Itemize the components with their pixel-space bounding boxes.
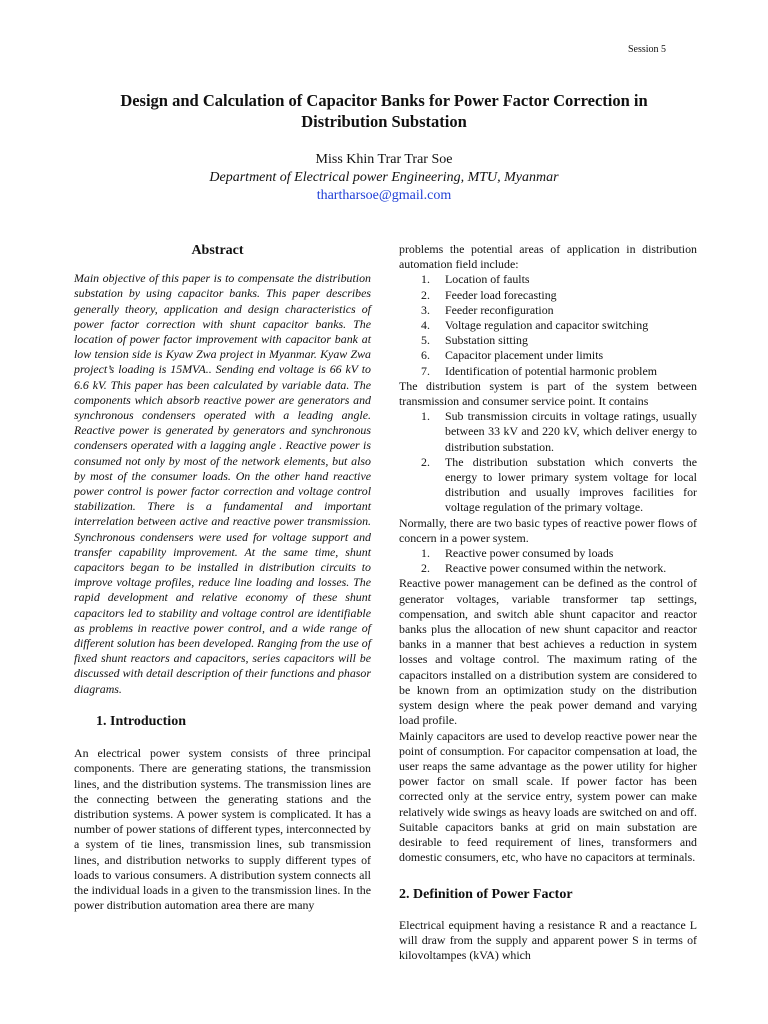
title-line-2: Distribution Substation	[301, 112, 467, 131]
list-text: Reactive power consumed within the network.	[445, 561, 667, 576]
power-factor-definition-text: Electrical equipment having a resistance R and a reactance L will draw from the supply and apparent power S in terms of kilovoltampes (kVA) which	[399, 917, 697, 962]
list-number: 7.	[421, 363, 430, 378]
list-item	[399, 318, 697, 333]
reactive-management-text: Reactive power management can be defined as the control of generator voltages, variable transformer tap settings, compensation, and switch able shunt capacitor and reactor banks plus the allocation of new shunt capacitor and reactor banks in a manner that best achieves a reduction in system losses and voltage control. The maximum rating of the capacitors installed on a distribution system are considered to be known from an optimization study on the distribution system design where the peak power demand and varying load profile.	[399, 576, 697, 728]
power-factor-definition-heading: 2. Definition of Power Factor	[399, 887, 573, 903]
list-item	[399, 303, 697, 318]
list-item	[399, 455, 697, 516]
list-number: 2.	[421, 287, 430, 302]
list-item	[399, 272, 697, 287]
automation-areas-list	[399, 272, 697, 378]
list-number: 6.	[421, 348, 430, 363]
distribution-components-list	[399, 409, 697, 515]
list-text: Capacitor placement under limits	[445, 348, 604, 363]
right-column	[399, 242, 697, 963]
list-text: Identification of potential harmonic problem	[445, 363, 657, 378]
list-number: 2.	[421, 454, 430, 469]
title-line-1: Design and Calculation of Capacitor Banks for Power Factor Correction in	[120, 91, 648, 110]
author-email-link[interactable]: thartharsoe@gmail.com	[316, 188, 452, 203]
paper-title	[0, 90, 768, 132]
reactive-flows-text: Normally, there are two basic types of reactive power flows of concern in a power system.	[399, 515, 697, 545]
list-text: The distribution substation which converts the energy to lower primary system voltage for local distribution and usually improves facilities for voltage regulation of the primary voltage.	[445, 454, 697, 515]
author-department: Department of Electrical power Engineering, MTU, Myanmar	[209, 170, 559, 185]
list-text: Reactive power consumed by loads	[445, 546, 614, 561]
list-number: 5.	[421, 333, 430, 348]
introduction-text: An electrical power system consists of three principal components. There are generating stations, the transmission lines, and the distribution systems. The transmission lines are the connecting between the generating stations and the distribution systems. A power system is complicated. It has a number of power stations of different types, interconnected by a system of tie lines, transmission lines, sub transmission lines, and distribution networks to supply different types of loads to various consumers. A distribution system connects all the individual loads in a given to the transmission lines. In the power distribution automation area there are many	[74, 746, 371, 913]
list-item	[399, 546, 697, 561]
list-number: 3.	[421, 302, 430, 317]
reactive-flows-list	[399, 546, 697, 576]
list-number: 1.	[421, 546, 430, 561]
left-column	[74, 243, 371, 913]
list-text: Substation sitting	[445, 333, 528, 348]
author-name: Miss Khin Trar Trar Soe	[315, 152, 453, 167]
capacitor-usage-text: Mainly capacitors are used to develop reactive power near the point of consumption. For capacitor compensation at load, the user reaps the same advantage as the power utility for higher power factor on small scale. If power factor has been corrected only at the service entry, system power can make relatively wide swings as heavy loads are switched on and off. Suitable capacitors banks at grid on main substation are desirable to feed requirement of lines, transformers and domestic consumers, etc, who have no capacitors at terminals.	[399, 728, 697, 865]
list-text: Feeder load forecasting	[445, 287, 557, 302]
list-item	[399, 561, 697, 576]
list-number: 1.	[421, 272, 430, 287]
abstract-heading: Abstract	[191, 243, 244, 258]
abstract-text: Main objective of this paper is to compensate the distribution substation by using capacitor banks. This paper describes generally theory, application and design characteristics of power factor correction with shunt capacitor banks. The location of power factor improvement with capacitor bank at low tension side is Kyaw Zwa project in Myanmar. Kyaw Zwa project’s loading is 15MVA.. Sending end voltage is 66 kV to 6.6 kV. This paper has been calculated by variable data. The components which absorb reactive power are generators and synchronous condensers operated with a leading angle. Reactive power is generated by generators and synchronous condensers operated with a lagging angle . Reactive power is consumed not only by most of the network elements, but also by most of the consumer loads. On the other hand reactive power control is power factor correction and voltage control stabilization. There is a fundamental and important interrelation between active and reactive power transmission. Synchronous condensers were used for voltage support and transfer capability improvement. At the same time, shunt capacitors began to be installed in distribution circuits to improve voltage profiles, reduce line loading and losses. The rapid development and relative economy of these shunt capacitors led to stability and voltage control are identifiable as problems in reactive power control, and a wide range of different solution has been developed. Ranging from the use of fixed shunt reactors and capacitors, series capacitors will be discussed with detail description of their functions and phasor diagrams.	[74, 271, 371, 696]
list-number: 2.	[421, 561, 430, 576]
list-item	[399, 288, 697, 303]
list-text: Feeder reconfiguration	[445, 302, 554, 317]
list-text: Voltage regulation and capacitor switching	[445, 318, 649, 333]
list-text: Location of faults	[445, 272, 530, 287]
list-text: Sub transmission circuits in voltage ratings, usually between 33 kV and 220 kV, which deliver energy to distribution substation.	[445, 409, 697, 454]
introduction-heading: 1. Introduction	[96, 713, 186, 729]
list-number: 4.	[421, 318, 430, 333]
list-item	[399, 409, 697, 455]
list-item	[399, 364, 697, 379]
list-number: 1.	[421, 409, 430, 424]
list-item	[399, 348, 697, 363]
distribution-system-text: The distribution system is part of the system between transmission and consumer service point. It contains	[399, 378, 697, 409]
list-item	[399, 333, 697, 348]
session-label: Session 5	[627, 44, 666, 55]
automation-intro-text: problems the potential areas of application in distribution automation field include:	[399, 242, 697, 272]
